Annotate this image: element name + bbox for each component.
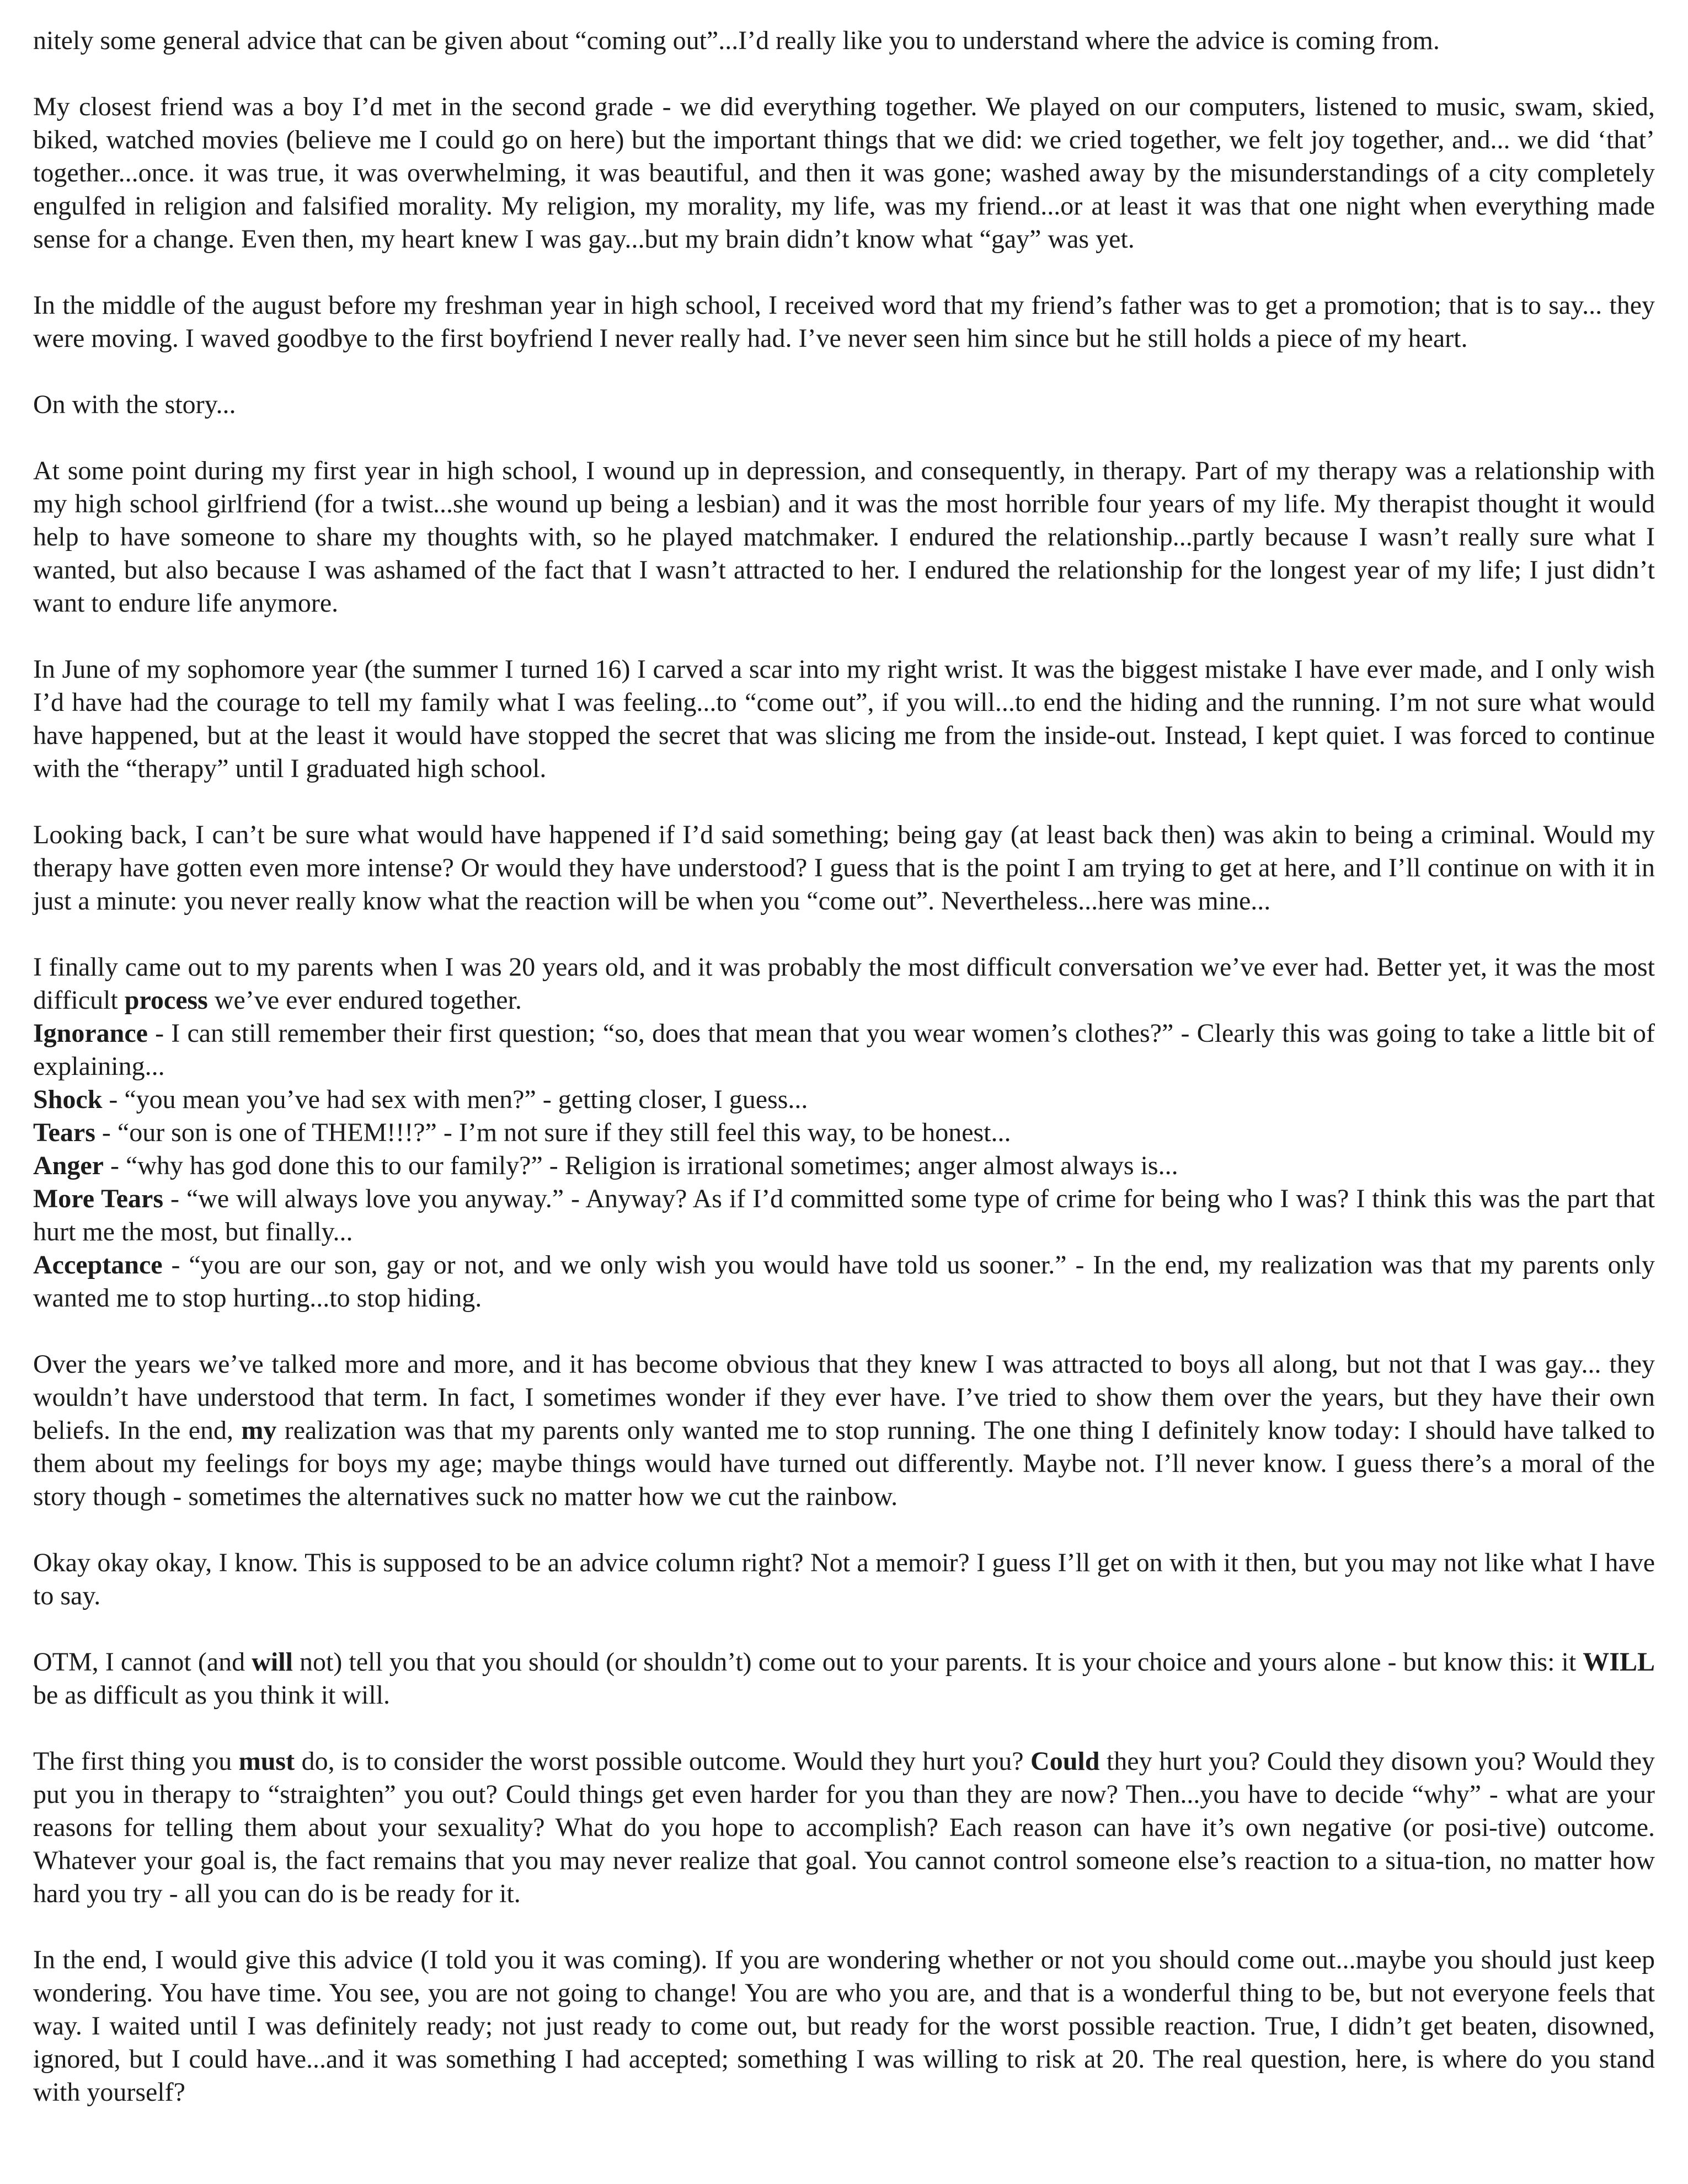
article-body bbox=[33, 24, 1662, 2109]
paragraph-p7 bbox=[33, 818, 1662, 918]
stage-item bbox=[33, 1116, 1655, 1149]
stage-term: Anger bbox=[33, 1151, 104, 1180]
stage-term: Shock bbox=[33, 1085, 103, 1114]
body-text: be as difficult as you think it will. bbox=[33, 1647, 1662, 1710]
body-text: In the end, I would give this advice (I told you it was coming). If you are wondering whether or not you should come out...maybe you should just keep wondering. You have time. You see, you are not going to change! You are who you are, and that is a wonderful thing to be, but not everyone feels that way. I waited until I was definitely ready; not just ready to come out, but ready for the worst possible reaction. True, I didn’t get beaten, disowned, ignored, but I could have...and it was something I had accepted; something I was willing to risk at 20. The real question, here, is where do you stand with yourself? bbox=[33, 1945, 1662, 2107]
emphasis-text: WILL bbox=[1583, 1647, 1655, 1677]
body-text: realization was that my parents only wanted me to stop running. The one thing I definitely know today: I should have talked to them about my feelings for boys my age; maybe things would have turned out differently. Maybe not. I’ll never know. I guess there’s a moral of the story though - sometimes the alternatives suck no matter how we cut the rainbow. bbox=[33, 1416, 1662, 1511]
emphasis-text: will bbox=[252, 1647, 293, 1677]
paragraph-p12 bbox=[33, 1745, 1662, 1910]
paragraph-p8 bbox=[33, 951, 1662, 1017]
body-text: nitely some general advice that can be given about “coming out”...I’d really like you to understand where the advice is coming from. bbox=[33, 26, 1440, 55]
paragraph-p5 bbox=[33, 454, 1662, 620]
stage-item bbox=[33, 1249, 1662, 1315]
stage-description: - “our son is one of THEM!!!?” - I’m not sure if they still feel this way, to be honest... bbox=[95, 1118, 1011, 1147]
body-text: they hurt you? Could they disown you? Would they put you in therapy to “straighten” you out? Could things get even harder for you than they are now? Then...you have to decide “why” - what are your reasons for telling them about your sexuality? What do you hope to accomplish? Each reason can have it’s own negative (or posi-tive) outcome. Whatever your goal is, the fact remains that you may never realize that goal. You cannot control someone else’s reaction to a situa-tion, no matter how hard you try - all you can do is be ready for it. bbox=[33, 1747, 1662, 1908]
body-text: In the middle of the august before my freshman year in high school, I received word that my friend’s father was to get a promotion; that is to say... they were moving. I waved goodbye to the first boyfriend I never really had. I’ve never seen him since but he still holds a piece of my heart. bbox=[33, 291, 1662, 353]
stage-description: - “we will always love you anyway.” - Anyway? As if I’d committed some type of crime for being who I was? I think this was the part that hurt me the most, but finally... bbox=[33, 1184, 1662, 1246]
body-text: My closest friend was a boy I’d met in the second grade - we did everything together. We played on our computers, listened to music, swam, skied, biked, watched movies (believe me I could go on here) but the important things that we did: we cried together, we felt joy together, and... we did ‘that’ together...once. it was true, it was overwhelming, it was beautiful, and then it was gone; washed away by the misunderstandings of a city completely engulfed in religion and falsified morality. My religion, my morality, my life, was my friend...or at least it was that one night when everything made sense for a change. Even then, my heart knew I was gay...but my brain didn’t know what “gay” was yet. bbox=[33, 92, 1662, 254]
stage-item bbox=[33, 1017, 1662, 1083]
body-text: Over the years we’ve talked more and more, and it has become obvious that they knew I was attracted to boys all along, but not that I was gay... they wouldn’t have understood that term. In fact, I sometimes wonder if they ever have. I’ve tried to show them over the years, but they have their own beliefs. In the end, bbox=[33, 1350, 1662, 1445]
body-text: we’ve ever endured together. bbox=[207, 986, 522, 1015]
stage-description: - I can still remember their first question; “so, does that mean that you wear women’s clothes?” - Clearly this was going to take a little bit of explaining... bbox=[33, 1019, 1662, 1081]
body-text: At some point during my first year in high school, I wound up in depression, and consequently, in therapy. Part of my therapy was a relationship with my high school girlfriend (for a twist...she wound up being a lesbian) and it was the most horrible four years of my life. My therapist thought it would help to have someone to share my thoughts with, so he played matchmaker. I endured the relationship...partly because I wasn’t really sure what I wanted, but also because I was ashamed of the fact that I wasn’t attracted to her. I endured the relationship for the longest year of my life; I just didn’t want to endure life anymore. bbox=[33, 456, 1662, 618]
body-text: do, is to consider the worst possible outcome. Would they hurt you? bbox=[295, 1747, 1031, 1776]
body-text: Looking back, I can’t be sure what would have happened if I’d said something; being gay (at least back then) was akin to being a criminal. Would my therapy have gotten even more intense? Or would they have understood? I guess that is the point I am trying to get at here, and I’ll continue on with it in just a minute: you never really know what the reaction will be when you “come out”. Nevertheless...here was mine... bbox=[33, 820, 1662, 916]
paragraph-p4 bbox=[33, 388, 1655, 421]
body-text: The first thing you bbox=[33, 1747, 239, 1776]
stage-description: - “you mean you’ve had sex with men?” - getting closer, I guess... bbox=[102, 1085, 808, 1114]
stage-item bbox=[33, 1149, 1655, 1182]
stage-description: - “why has god done this to our family?” - Religion is irrational sometimes; anger almost always is... bbox=[103, 1151, 1178, 1180]
stage-description: - “you are our son, gay or not, and we only wish you would have told us sooner.” - In the end, my realization was that my parents only wanted me to stop hurting...to stop hiding. bbox=[33, 1250, 1662, 1313]
body-text: On with the story... bbox=[33, 390, 236, 419]
stage-item bbox=[33, 1182, 1662, 1249]
stage-term: More Tears bbox=[33, 1184, 164, 1213]
paragraph-p10 bbox=[33, 1546, 1662, 1613]
paragraph-p2 bbox=[33, 90, 1662, 256]
stage-term: Ignorance bbox=[33, 1019, 148, 1048]
paragraph-p3 bbox=[33, 289, 1662, 355]
body-text: Okay okay okay, I know. This is supposed to be an advice column right? Not a memoir? I guess I’ll get on with it then, but you may not like what I have to say. bbox=[33, 1548, 1662, 1610]
stage-term: Tears bbox=[33, 1118, 95, 1147]
emphasis-text: process bbox=[124, 986, 208, 1015]
paragraph-p9 bbox=[33, 1348, 1662, 1513]
body-text: In June of my sophomore year (the summer I turned 16) I carved a scar into my right wrist. It was the biggest mistake I have ever made, and I only wish I’d have had the courage to tell my family what I was feeling...to “come out”, if you will...to end the hiding and the running. I’m not sure what would have happened, but at the least it would have stopped the secret that was slicing me from the inside-out. Instead, I kept quiet. I was forced to continue with the “therapy” until I graduated high school. bbox=[33, 655, 1662, 783]
paragraph-p6 bbox=[33, 653, 1662, 785]
body-text: not) tell you that you should (or shouldn’t) come out to your parents. It is your choice and yours alone - but know this: it bbox=[292, 1647, 1583, 1677]
stage-term: Acceptance bbox=[33, 1250, 163, 1280]
body-text: I finally came out to my parents when I was 20 years old, and it was probably the most difficult conversation we’ve ever had. Better yet, it was the most difficult bbox=[33, 952, 1662, 1015]
paragraph-p13 bbox=[33, 1944, 1662, 2109]
emphasis-text: must bbox=[238, 1747, 295, 1776]
stage-item bbox=[33, 1083, 1655, 1116]
paragraph-p11 bbox=[33, 1646, 1662, 1712]
paragraph-p1 bbox=[33, 24, 1655, 57]
emphasis-text: my bbox=[241, 1416, 277, 1445]
body-text: OTM, I cannot (and bbox=[33, 1647, 252, 1677]
emphasis-text: Could bbox=[1030, 1747, 1100, 1776]
